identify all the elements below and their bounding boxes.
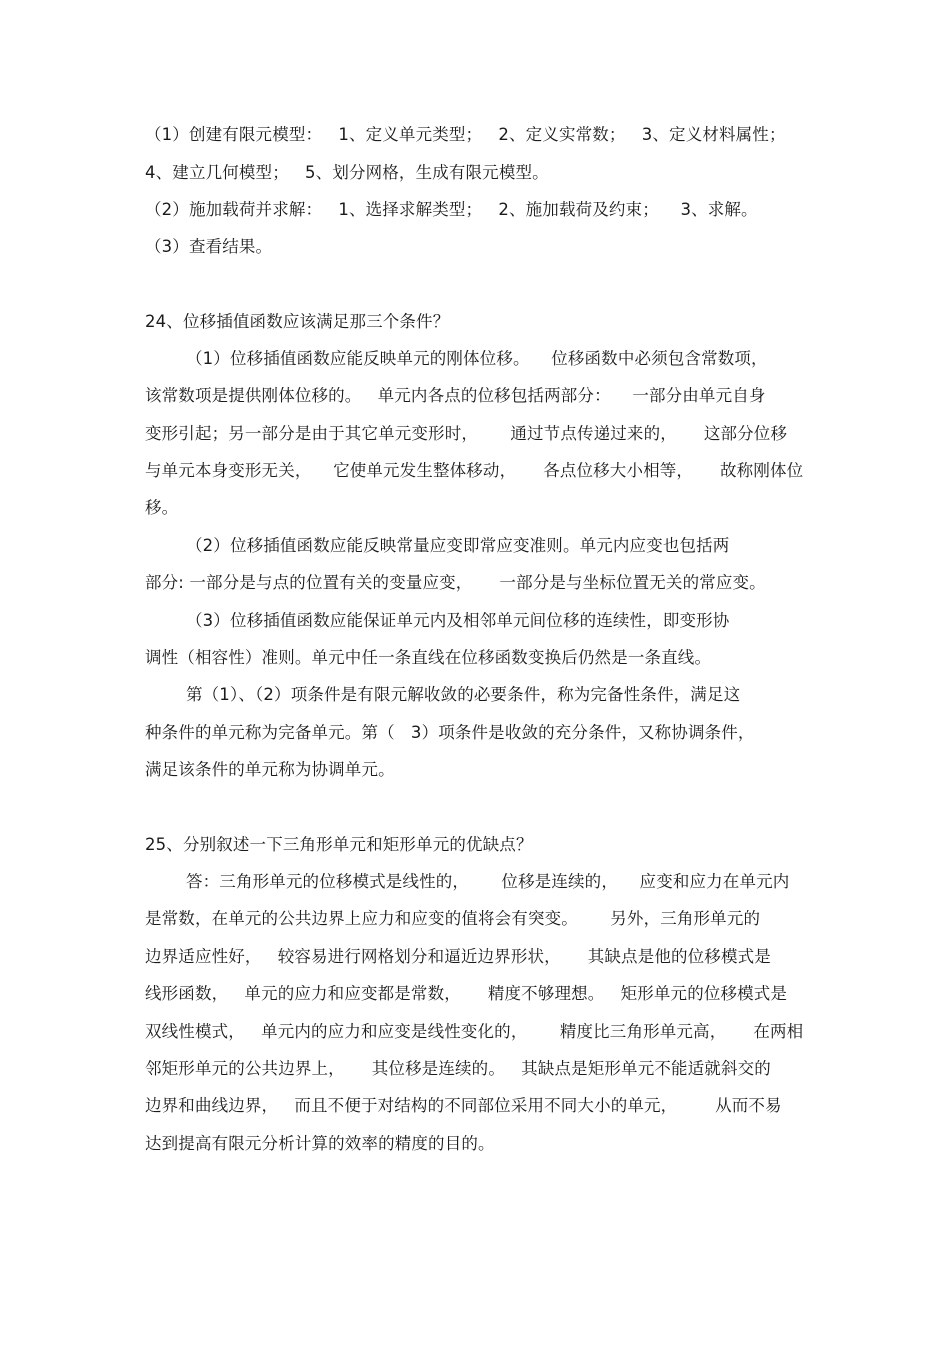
text-line: 变形引起；另一部分是由于其它单元变形时， 通过节点传递过来的， 这部分位移 — [145, 424, 788, 443]
text-line: （3）查看结果。 — [145, 237, 273, 256]
text-line: 是常数，在单元的公共边界上应力和应变的值将会有突变。 另外，三角形单元的 — [145, 909, 761, 928]
text-line: 该常数项是提供刚体位移的。 单元内各点的位移包括两部分： 一部分由单元自身 — [145, 386, 766, 405]
text-line: 线形函数， 单元的应力和应变都是常数， 精度不够理想。 矩形单元的位移模式是 — [145, 984, 788, 1003]
text-line: 调性（相容性）准则。单元中任一条直线在位移函数变换后仍然是一条直线。 — [145, 648, 712, 667]
section-heading: 25、分别叙述一下三角形单元和矩形单元的优缺点？ — [145, 835, 533, 854]
text-line: 移。 — [145, 498, 179, 517]
text-line: （1）位移插值函数应能反映单元的刚体位移。 位移函数中必须包含常数项， — [186, 349, 768, 368]
section-heading: 24、位移插值函数应该满足那三个条件？ — [145, 312, 450, 331]
text-line: 与单元本身变形无关， 它使单元发生整体移动， 各点位移大小相等， 故称刚体位 — [145, 461, 804, 480]
text-line: 邻矩形单元的公共边界上， 其位移是连续的。 其缺点是矩形单元不能适就斜交的 — [145, 1059, 771, 1078]
text-line: 第（1）、（2）项条件是有限元解收敛的必要条件，称为完备性条件，满足这 — [186, 685, 741, 704]
text-line: 答：三角形单元的位移模式是线性的， 位移是连续的， 应变和应力在单元内 — [186, 872, 790, 891]
text-line: 达到提高有限元分析计算的效率的精度的目的。 — [145, 1134, 495, 1153]
text-line: 4、建立几何模型； 5、划分网格，生成有限元模型。 — [145, 163, 549, 182]
text-line: 边界适应性好， 较容易进行网格划分和逼近边界形状， 其缺点是他的位移模式是 — [145, 947, 771, 966]
text-line: （3）位移插值函数应能保证单元内及相邻单元间位移的连续性，即变形协 — [186, 611, 730, 630]
text-line: 双线性模式， 单元内的应力和应变是线性变化的， 精度比三角形单元高， 在两相 — [145, 1022, 804, 1041]
text-line: （2）施加载荷并求解： 1、选择求解类型； 2、施加载荷及约束； 3、求解。 — [145, 200, 758, 219]
text-line: 满足该条件的单元称为协调单元。 — [145, 760, 395, 779]
text-line: （1）创建有限元模型： 1、定义单元类型； 2、定义实常数； 3、定义材料属性； — [145, 125, 786, 144]
text-line: 部分: 一部分是与点的位置有关的变量应变， 一部分是与坐标位置无关的常应变。 — [145, 573, 766, 592]
text-line: （2）位移插值函数应能反映常量应变即常应变准则。单元内应变也包括两 — [186, 536, 730, 555]
text-line: 边界和曲线边界， 而且不便于对结构的不同部位采用不同大小的单元， 从而不易 — [145, 1096, 782, 1115]
text-line: 种条件的单元称为完备单元。第（ 3）项条件是收敛的充分条件，又称协调条件， — [145, 723, 755, 742]
